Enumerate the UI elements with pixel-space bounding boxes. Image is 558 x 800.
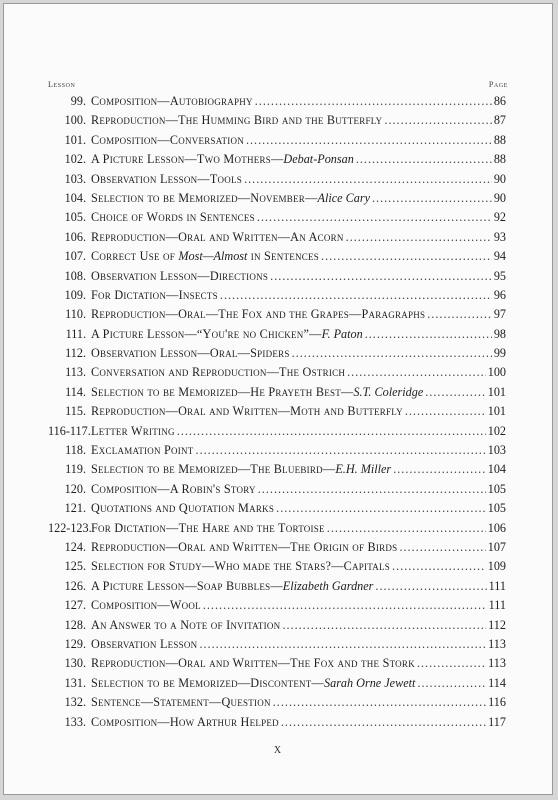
lesson-title xyxy=(91,521,325,536)
page-number: 111 xyxy=(488,598,506,613)
dot-leader xyxy=(276,501,486,516)
page-number: 101 xyxy=(487,384,506,399)
lesson-title xyxy=(91,424,175,439)
lesson-title-text: Correct Use of xyxy=(91,249,179,264)
lesson-title xyxy=(91,579,373,594)
lesson-title-text: A Picture Lesson—Soap Bubbles— xyxy=(91,578,283,593)
dot-leader xyxy=(425,385,485,400)
page-number: 105 xyxy=(487,481,506,496)
lesson-number: 103. xyxy=(64,171,86,186)
lesson-title xyxy=(91,637,197,652)
lesson-title xyxy=(91,269,268,284)
page-number: 105 xyxy=(487,501,506,516)
dot-leader xyxy=(273,695,486,710)
lesson-title-text: Composition—Autobiography xyxy=(91,94,253,108)
lesson-number: 125. xyxy=(64,559,86,574)
lesson-title-text: Observation Lesson—Tools xyxy=(91,171,243,186)
dot-leader xyxy=(384,113,491,128)
lesson-title-text: Selection to be Memorized—The Bluebird— xyxy=(91,462,336,477)
toc-entry xyxy=(48,307,506,326)
dot-leader xyxy=(199,637,486,652)
page-number: 117 xyxy=(488,714,506,729)
lesson-title-text-after: in Sentences xyxy=(247,249,320,264)
page-number: 90 xyxy=(493,171,506,186)
lesson-title-italic: E.H. Miller xyxy=(335,462,392,477)
dot-leader xyxy=(375,579,486,594)
lesson-title xyxy=(91,327,363,342)
lesson-number: 116-117. xyxy=(48,423,91,438)
lesson-title-italic: F. Paton xyxy=(321,326,363,341)
lesson-title-italic: Sarah Orne Jewett xyxy=(324,675,416,690)
lesson-title xyxy=(91,210,255,225)
toc-entry xyxy=(48,501,506,520)
lesson-title-italic: S.T. Coleridge xyxy=(353,384,424,399)
page-number: 95 xyxy=(493,268,506,283)
lesson-title-text: Observation Lesson xyxy=(91,636,198,651)
toc-entry xyxy=(48,288,506,307)
lesson-title xyxy=(91,540,397,555)
lesson-title xyxy=(91,288,218,303)
toc-entry xyxy=(48,482,506,501)
toc-entry xyxy=(48,172,506,191)
lesson-title-text: Reproduction—Oral and Written—The Fox and the Stork xyxy=(91,656,415,671)
page-number: 98 xyxy=(493,326,506,341)
lesson-number: 127. xyxy=(64,598,86,613)
lesson-title-text: Composition—How Arthur Helped xyxy=(91,714,279,729)
dot-leader xyxy=(356,152,492,167)
page-number: 92 xyxy=(493,210,506,225)
toc-entry xyxy=(48,443,506,462)
toc-entry xyxy=(48,249,506,268)
page-number: 116 xyxy=(488,695,506,710)
lesson-title xyxy=(91,307,425,322)
lesson-title xyxy=(91,191,370,206)
dot-leader xyxy=(220,288,492,303)
dot-leader xyxy=(246,133,492,148)
lesson-number: 99. xyxy=(70,94,86,108)
lesson-title-text: Composition—A Robin's Story xyxy=(91,481,256,496)
lesson-title xyxy=(91,385,423,400)
page-number: 113 xyxy=(488,656,506,671)
page-number: 96 xyxy=(493,287,506,302)
dot-leader xyxy=(258,482,486,497)
lesson-number: 107. xyxy=(64,249,86,264)
lesson-number: 101. xyxy=(64,132,86,147)
lesson-number: 118. xyxy=(65,443,86,458)
page-number: 112 xyxy=(488,617,506,632)
lesson-title-text: A Picture Lesson—Two Mothers— xyxy=(91,152,284,167)
dot-leader xyxy=(281,715,486,730)
dot-leader xyxy=(255,94,492,109)
lesson-title xyxy=(91,598,201,613)
toc-entry xyxy=(48,152,506,171)
lesson-title xyxy=(91,443,194,458)
lesson-number: 113. xyxy=(65,365,86,380)
dot-leader xyxy=(257,210,492,225)
lesson-number: 131. xyxy=(64,675,86,690)
lesson-title-text: An Answer to a Note of Invitation xyxy=(91,617,281,632)
lesson-number: 105. xyxy=(64,210,86,225)
page-folio: x xyxy=(273,742,283,757)
lesson-number: 132. xyxy=(64,695,86,710)
lesson-title xyxy=(91,501,274,516)
lesson-title xyxy=(91,94,253,109)
lesson-title-italic: Elizabeth Gardner xyxy=(282,578,374,593)
lesson-number: 122-123. xyxy=(48,520,92,535)
toc-entry xyxy=(48,230,506,249)
lesson-number: 129. xyxy=(64,636,86,651)
lesson-title-text: Reproduction—Oral and Written—The Origin of Birds xyxy=(91,539,398,554)
page-number: 88 xyxy=(493,132,506,147)
toc-entry xyxy=(48,385,506,404)
dot-leader xyxy=(399,540,485,555)
lesson-number: 100. xyxy=(64,113,86,128)
lesson-number: 110. xyxy=(65,307,86,322)
dot-leader xyxy=(365,327,492,342)
page-number: 97 xyxy=(493,307,506,322)
toc-entry xyxy=(48,133,506,152)
lesson-title xyxy=(91,230,344,245)
lesson-title-text: Composition—Conversation xyxy=(91,132,244,147)
dot-leader xyxy=(196,443,486,458)
lesson-number: 124. xyxy=(64,539,86,554)
page-number: 103 xyxy=(487,443,506,458)
lesson-title xyxy=(91,462,391,477)
page-number: 109 xyxy=(487,559,506,574)
page-column-header: Page xyxy=(488,80,508,89)
lesson-title xyxy=(91,404,403,419)
lesson-number: 109. xyxy=(64,287,86,302)
toc-entry xyxy=(48,637,506,656)
toc-entry xyxy=(48,676,506,695)
page-number: 94 xyxy=(493,249,506,264)
lesson-number: 115. xyxy=(65,404,86,419)
lesson-title-text: Observation Lesson—Directions xyxy=(91,268,269,283)
lesson-title xyxy=(91,365,345,380)
lesson-title-text: Quotations and Quotation Marks xyxy=(91,501,275,516)
toc-entry xyxy=(48,210,506,229)
toc-entry xyxy=(48,404,506,423)
dot-leader xyxy=(372,191,492,206)
dot-leader xyxy=(292,346,492,361)
lesson-title-italic: Alice Cary xyxy=(317,190,370,205)
lesson-title-text: Selection to be Memorized—Discontent— xyxy=(91,675,324,690)
lesson-title-italic: Most—Almost xyxy=(178,249,248,264)
lesson-title xyxy=(91,695,271,710)
lesson-title-text: Reproduction—The Humming Bird and the Butterfly xyxy=(91,113,383,128)
toc-entry xyxy=(48,269,506,288)
toc-entry xyxy=(48,462,506,481)
lesson-title xyxy=(91,172,242,187)
toc-entry xyxy=(48,521,506,540)
lesson-title-text: Choice of Words in Sentences xyxy=(91,210,255,225)
page-number: 113 xyxy=(488,636,506,651)
lesson-title-text: Reproduction—Oral and Written—An Acorn xyxy=(91,229,344,244)
toc-entry xyxy=(48,715,506,734)
dot-leader xyxy=(346,230,492,245)
lesson-column-header: Lesson xyxy=(48,80,76,89)
dot-leader xyxy=(282,618,486,633)
page-number: 107 xyxy=(487,539,506,554)
toc-entry xyxy=(48,695,506,714)
lesson-number: 106. xyxy=(64,229,86,244)
lesson-title-text: Selection for Study—Who made the Stars?—Capitals xyxy=(91,559,391,574)
lesson-title xyxy=(91,346,290,361)
dot-leader xyxy=(405,404,486,419)
lesson-title-text: For Dictation—The Hare and the Tortoise xyxy=(91,520,325,535)
lesson-title-text: Reproduction—Oral and Written—Moth and Butterfly xyxy=(91,404,403,419)
toc-entry xyxy=(48,365,506,384)
page-number: 100 xyxy=(487,365,506,380)
page-number: 114 xyxy=(488,675,506,690)
lesson-title xyxy=(91,482,256,497)
toc-entry xyxy=(48,559,506,578)
lesson-number: 114. xyxy=(65,384,86,399)
lesson-title xyxy=(91,656,415,671)
dot-leader xyxy=(177,424,486,439)
lesson-title-text: Conversation and Reproduction—The Ostrich xyxy=(91,365,346,380)
lesson-number: 102. xyxy=(64,152,86,167)
dot-leader xyxy=(321,249,492,264)
lesson-number: 126. xyxy=(64,578,86,593)
page-number: 111 xyxy=(488,578,506,593)
lesson-title xyxy=(91,715,279,730)
dot-leader xyxy=(393,462,486,477)
lesson-title xyxy=(91,618,280,633)
lesson-title-text: Selection to be Memorized—November— xyxy=(91,190,318,205)
toc-entry xyxy=(48,94,506,113)
lesson-title xyxy=(91,113,382,128)
lesson-title xyxy=(91,249,319,264)
lesson-title xyxy=(91,559,390,574)
lesson-number: 104. xyxy=(64,190,86,205)
lesson-number: 121. xyxy=(64,501,86,516)
dot-leader xyxy=(392,559,486,574)
lesson-number: 133. xyxy=(64,714,86,729)
lesson-title-text: A Picture Lesson—“You're no Chicken”— xyxy=(91,326,322,341)
page-number: 90 xyxy=(493,190,506,205)
lesson-number: 130. xyxy=(64,656,86,671)
page-number: 93 xyxy=(493,229,506,244)
dot-leader xyxy=(347,365,486,380)
lesson-title-text: Reproduction—Oral—The Fox and the Grapes—Paragraphs xyxy=(91,307,426,322)
lesson-title-text: Composition—Wool xyxy=(91,598,201,613)
page-number: 102 xyxy=(487,423,506,438)
toc-entry xyxy=(48,346,506,365)
dot-leader xyxy=(327,521,486,536)
lesson-number: 112. xyxy=(65,346,86,361)
lesson-title xyxy=(91,152,354,167)
dot-leader xyxy=(427,307,492,322)
lesson-title-text: Letter Writing xyxy=(91,423,175,438)
page-number: 99 xyxy=(493,346,506,361)
dot-leader xyxy=(417,676,486,691)
toc-entry xyxy=(48,598,506,617)
page-number: 106 xyxy=(487,520,506,535)
dot-leader xyxy=(244,172,492,187)
toc-entry xyxy=(48,540,506,559)
dot-leader xyxy=(270,269,492,284)
table-of-contents xyxy=(48,94,506,734)
toc-entry xyxy=(48,424,506,443)
lesson-title-text: Sentence—Statement—Question xyxy=(91,695,271,710)
dot-leader xyxy=(417,656,486,671)
book-page xyxy=(3,3,553,795)
lesson-number: 128. xyxy=(64,617,86,632)
lesson-number: 111. xyxy=(65,326,86,341)
dot-leader xyxy=(203,598,487,613)
toc-entry xyxy=(48,656,506,675)
lesson-number: 108. xyxy=(64,268,86,283)
page-number: 86 xyxy=(493,94,506,108)
toc-entry xyxy=(48,113,506,132)
lesson-number: 119. xyxy=(65,462,86,477)
lesson-title-text: Observation Lesson—Oral—Spiders xyxy=(91,346,290,361)
toc-entry xyxy=(48,191,506,210)
lesson-title xyxy=(91,133,244,148)
page-number: 87 xyxy=(493,113,506,128)
lesson-title-italic: Debat-Ponsan xyxy=(283,152,354,167)
toc-entry xyxy=(48,618,506,637)
lesson-number: 120. xyxy=(64,481,86,496)
lesson-title-text: Selection to be Memorized—He Prayeth Best— xyxy=(91,384,354,399)
lesson-title-text: Exclamation Point xyxy=(91,443,194,458)
page-number: 88 xyxy=(493,152,506,167)
toc-entry xyxy=(48,327,506,346)
lesson-title xyxy=(91,676,415,691)
toc-entry xyxy=(48,579,506,598)
page-number: 101 xyxy=(487,404,506,419)
lesson-title-text: For Dictation—Insects xyxy=(91,287,218,302)
page-number: 104 xyxy=(487,462,506,477)
